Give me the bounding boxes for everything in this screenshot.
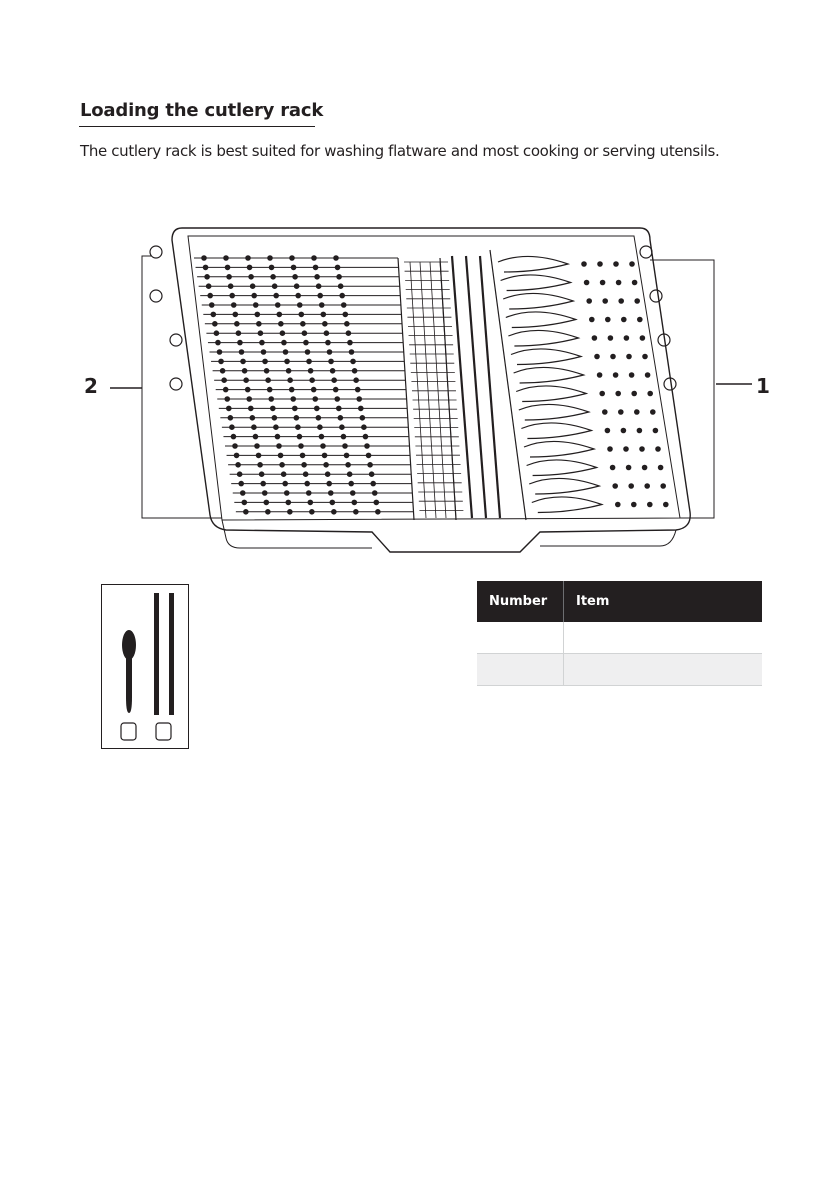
section-title: Loading the cutlery rack	[80, 100, 324, 121]
table-header	[477, 581, 762, 622]
intro-text: The cutlery rack is best suited for washing flatware and most cooking or serving utensils.	[80, 142, 720, 160]
header-number: Number	[477, 581, 564, 622]
table-cell-item	[564, 654, 763, 686]
cutlery-rack-illustration	[0, 0, 839, 580]
chopsticks-icon	[154, 593, 174, 740]
number-item-table	[477, 581, 762, 686]
table-row	[477, 654, 762, 686]
table-cell-number	[477, 622, 564, 654]
table-row	[477, 622, 762, 654]
utensil-icon-panel	[101, 584, 189, 749]
header-item: Item	[564, 581, 763, 622]
spoon-icon	[121, 630, 136, 740]
table-cell-number	[477, 654, 564, 686]
table-cell-item	[564, 622, 763, 654]
callout-2: 2	[84, 374, 98, 398]
callout-1: 1	[756, 374, 770, 398]
